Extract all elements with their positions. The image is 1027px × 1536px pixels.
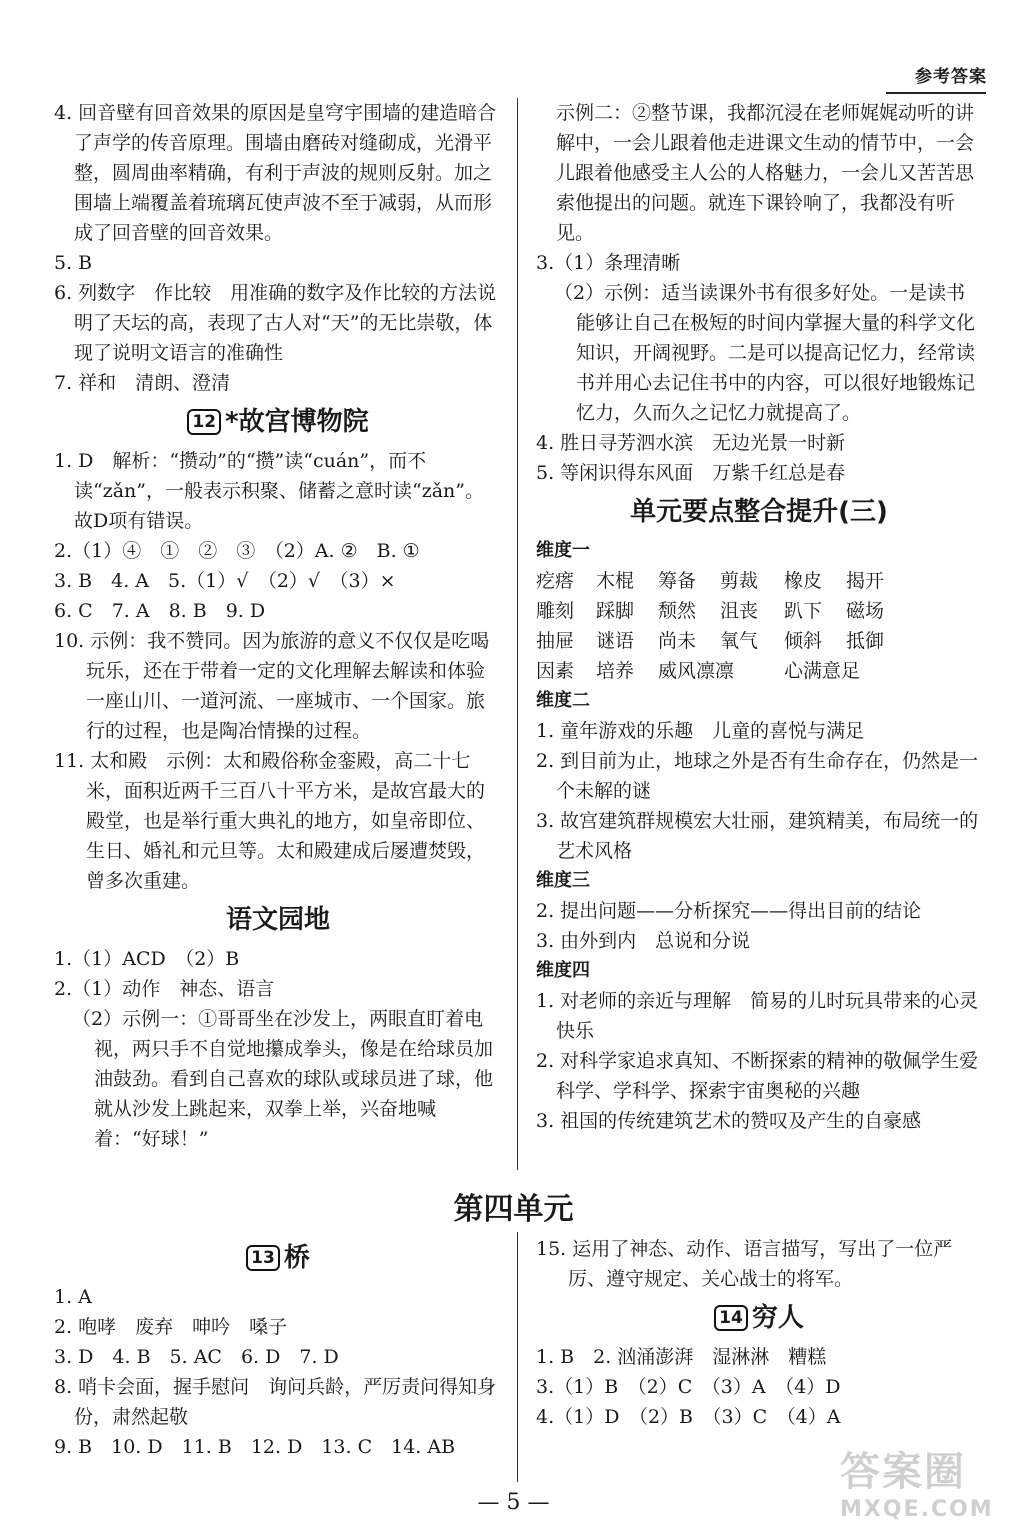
dimension-heading: 维度三 [536, 870, 590, 891]
word: 踩脚 [596, 600, 635, 622]
lesson-number-badge: 14 [714, 1305, 748, 1331]
word: 橡皮 [784, 570, 823, 592]
unit-review-heading: 单元要点整合提升(三) [630, 497, 888, 527]
answer-item: 3. 故宫建筑群规模宏大壮丽，建筑精美，布局统一的艺术风格 [536, 810, 979, 862]
watermark-logo [840, 1440, 994, 1530]
word: 雕刻 [536, 600, 575, 622]
answer-item: 3. 由外到内 总说和分说 [536, 930, 751, 952]
header-underline [886, 92, 986, 94]
column-divider-top [517, 98, 518, 1170]
word: 木棍 [596, 570, 635, 592]
answer-item: 3. D 4. B 5. AC 6. D 7. D [54, 1346, 339, 1368]
answer-item: 1.（1）ACD （2）B [54, 948, 240, 970]
word: 威风凛凛 [658, 660, 735, 682]
answer-item: 1. D 解析：“攒动”的“攒”读“cuán”，而不读“zǎn”，一般表示积聚、储蓄之意时读“zǎn”。故D项有错误。 [54, 450, 485, 532]
answer-item: 2. 对科学家追求真知、不断探索的精神的敬佩学生爱科学、学科学、探索宇宙奥秘的兴趣 [536, 1050, 979, 1102]
answer-item: 1. 童年游戏的乐趣 儿童的喜悦与满足 [536, 720, 865, 742]
answer-item: 1. A [54, 1286, 92, 1308]
header-tag: 参考答案 [915, 67, 987, 87]
word: 颓然 [658, 600, 697, 622]
answer-item: 1. 对老师的亲近与理解 简易的儿时玩具带来的心灵快乐 [536, 990, 979, 1042]
answer-subitem: （2）示例：适当读课外书有很多好处。一是读书能够让自己在极短的时间内掌握大量的科学文化知识，开阔视野。二是可以提高记忆力，经常读书并用心去记住书中的内容，可以很好地锻炼记忆力，久而久之记忆力就提高了。 [554, 282, 976, 424]
vocabulary-grid [536, 566, 982, 686]
answer-item: 9. B 10. D 11. B 12. D 13. C 14. AB [54, 1436, 456, 1458]
answer-subitem: （2）示例一：①哥哥坐在沙发上，两眼直盯着电视，两只手不自觉地攥成拳头，像是在给球员加油鼓劲。看到自己喜欢的球队或球员进了球，他就从沙发上跳起来，双拳上举，兴奋地喊着：“好球！” [72, 1008, 494, 1150]
right-column-top [536, 98, 982, 1136]
word: 心满意足 [784, 660, 861, 682]
answer-item: 4. 胜日寻芳泗水滨 无边光景一时新 [536, 432, 846, 454]
answer-item: 8. 哨卡会面，握手慰问 询问兵龄，严厉责问得知身份，肃然起敬 [54, 1376, 497, 1428]
word: 磁场 [846, 600, 885, 622]
answer-item: 2.（1）④ ① ② ③ （2）A. ② B. ① [54, 540, 420, 562]
lesson-title: 穷人 [751, 1303, 804, 1333]
lesson-number-badge: 13 [246, 1245, 280, 1271]
answer-item: 3. 祖国的传统建筑艺术的赞叹及产生的自豪感 [536, 1110, 922, 1132]
page-number: — 5 — [477, 1490, 550, 1515]
word: 倾斜 [784, 630, 823, 652]
word: 剪裁 [720, 570, 759, 592]
answer-item: 6. C 7. A 8. B 9. D [54, 600, 266, 622]
word: 因素 [536, 660, 575, 682]
example-two: 示例二：②整节课，我都沉浸在老师娓娓动听的讲解中，一会儿跟着他走进课文生动的情节中，一会儿跟着他感受主人公的人格魅力，一会儿又苦苦思索他提出的问题。就连下课铃响了，我都没有听见。 [556, 102, 975, 244]
yuwen-yuandi-heading: 语文园地 [225, 905, 330, 935]
dimension-heading: 维度二 [536, 690, 590, 711]
word: 趴下 [784, 600, 823, 622]
word: 疙瘩 [536, 570, 575, 592]
word: 谜语 [596, 630, 635, 652]
answer-item: 10. 示例：我不赞同。因为旅游的意义不仅仅是吃喝玩乐，还在于带着一定的文化理解去解读和体验一座山川、一道河流、一座城市、一个国家。旅行的过程，也是陶冶情操的过程。 [54, 630, 490, 742]
lesson-title: *故宫博物院 [225, 407, 369, 437]
word: 沮丧 [720, 600, 759, 622]
answer-item: 7. 祥和 清朗、澄清 [54, 372, 231, 394]
answer-item: 2. 咆哮 废弃 呻吟 嗓子 [54, 1316, 288, 1338]
answer-item: 3. B 4. A 5.（1）√ （2）√ （3）× [54, 570, 396, 592]
answer-item: 2.（1）动作 神态、语言 [54, 978, 275, 1000]
answer-item: 15. 运用了神态、动作、语言描写，写出了一位严厉、遵守规定、关心战士的将军。 [536, 1238, 953, 1290]
answer-item: 5. 等闲识得东风面 万紫千红总是春 [536, 462, 846, 484]
answer-item: 4. 回音壁有回音效果的原因是皇穹宇围墙的建造暗合了声学的传音原理。围墙由磨砖对缝砌成，光滑平整，圆周曲率精确，有利于声波的规则反射。加之围墙上端覆盖着琉璃瓦使声波不至于减弱，从而形成了回音壁的回音效果。 [54, 102, 497, 244]
column-divider-bottom [517, 1232, 518, 1482]
answer-item: 2. 提出问题——分析探究——得出目前的结论 [536, 900, 922, 922]
answer-item: 4.（1）D （2）B （3）C （4）A [536, 1406, 841, 1428]
answer-item: 11. 太和殿 示例：太和殿俗称金銮殿，高二十七米，面积近两千三百八十平方米，是故宫最大的殿堂，也是举行重大典礼的地方，如皇帝即位、生日、婚礼和元旦等。太和殿建成后屡遭焚毁，曾多次重建。 [54, 750, 486, 892]
word: 揭开 [846, 570, 885, 592]
left-column-bottom [54, 1234, 502, 1462]
lesson-title: 桥 [283, 1243, 310, 1273]
word: 尚未 [658, 630, 697, 652]
lesson-12-heading [54, 400, 502, 444]
answer-item: 5. B [54, 252, 93, 274]
answer-item: 3.（1）条理清晰 [536, 252, 681, 274]
answer-item: 6. 列数字 作比较 用准确的数字及作比较的方法说明了天坛的高，表现了古人对“天”的无比崇敬，体现了说明文语言的准确性 [54, 282, 497, 364]
dimension-heading: 维度一 [536, 540, 590, 561]
watermark-text: 答案圈 [840, 1449, 966, 1495]
answer-item: 3.（1）B （2）C （3）A （4）D [536, 1376, 841, 1398]
unit-four-title: 第四单元 [453, 1192, 574, 1227]
right-column-bottom [536, 1234, 982, 1432]
word: 抵御 [846, 630, 885, 652]
lesson-number-badge: 12 [187, 409, 221, 435]
answer-item: 2. 到目前为止，地球之外是否有生命存在，仍然是一个未解的谜 [536, 750, 979, 802]
lesson-13-heading [54, 1236, 502, 1280]
watermark-url: MXQE.COM [840, 1497, 994, 1522]
dimension-heading: 维度四 [536, 960, 590, 981]
word: 筹备 [658, 570, 697, 592]
lesson-14-heading [536, 1296, 982, 1340]
answer-item: 1. B 2. 汹涌澎湃 湿淋淋 糟糕 [536, 1346, 827, 1368]
left-column-top [54, 98, 502, 1154]
word: 氧气 [720, 630, 759, 652]
word: 抽屉 [536, 630, 575, 652]
word: 培养 [596, 660, 635, 682]
